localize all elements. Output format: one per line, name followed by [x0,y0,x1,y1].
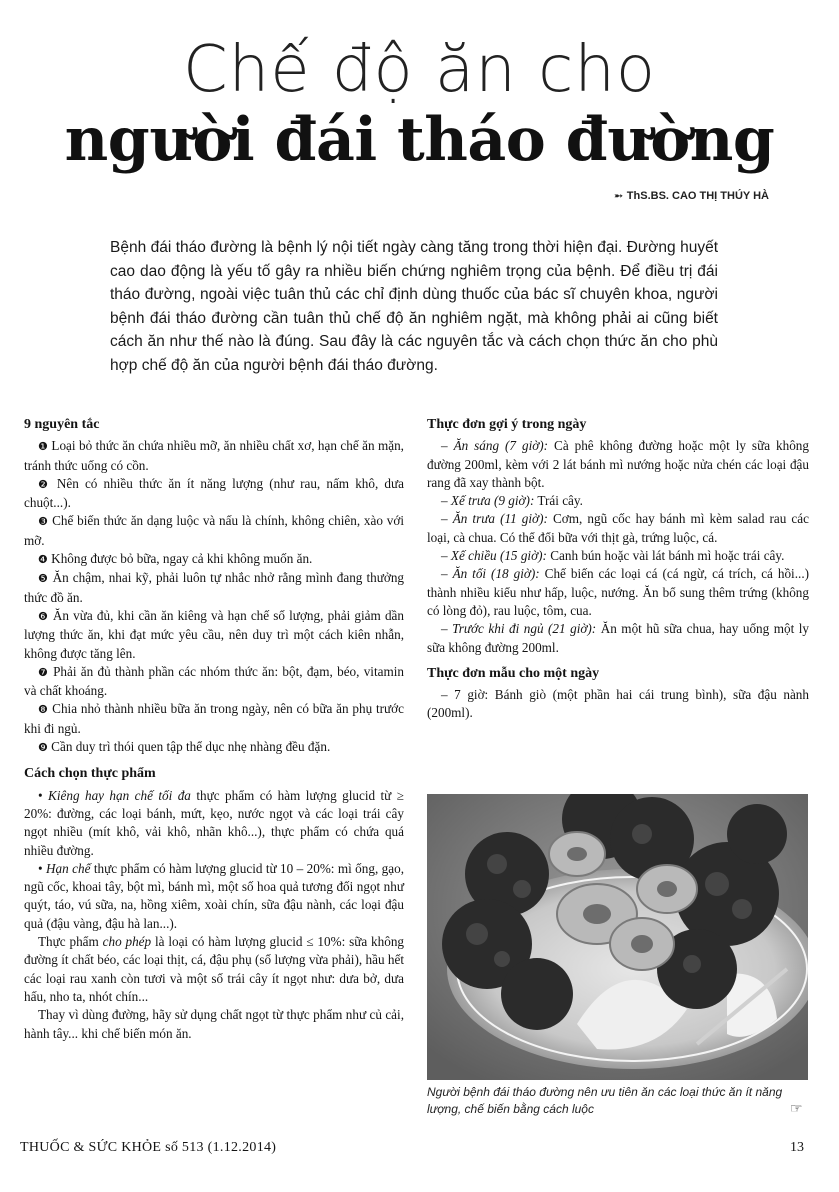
principle-item: ❼ Phải ăn đủ thành phần các nhóm thức ăn: bột, đạm, béo, vitamin và chất khoáng. [24,663,404,699]
principle-item: ❻ Ăn vừa đủ, khi cần ăn kiêng và hạn chế số lượng, phải giảm dần lượng thức ăn, khi đạt mức yêu cầu, nên duy trì một cách kiên nhẫn, không được tăng lên. [24,607,404,661]
number-bullet-icon: ❼ [38,665,49,679]
choosing-paragraph-allowed: Thực phẩm cho phép là loại có hàm lượng glucid ≤ 10%: sữa không đường ít chất béo, các loại thịt, cá, đậu phụ (số lượng vừa phải), hầu hết các loại rau xanh còn tươi và một số trái cây ít ngọt như: dưa bở, dưa hấu, nho ta, nhót chín... [24,934,405,1004]
number-bullet-icon: ❸ [38,515,49,529]
number-bullet-icon: ❶ [38,440,48,454]
arrow-icon: ➵ [614,191,623,202]
intro-paragraph: Bệnh đái tháo đường là bệnh lý nội tiết ngày càng tăng trong thời hiện đại. Đường huyết cao dao động là yếu tố gây ra nhiều biến chứng nghiêm trọng của bệnh. Để điều trị đái tháo đường, ngoài việc tuân thủ các chỉ định dùng thuốc của bác sĩ chuyên khoa, người bệnh đái tháo đường cần tuân thủ chế độ ăn nghiêm ngặt, mà không phải ai cũng biết cách ăn như thế nào là đúng. Sau đây là các nguyên tắc và cách chọn thức ăn cho phù hợp chế độ ăn của người bệnh đái tháo đường. [110,239,718,374]
number-bullet-icon: ❹ [38,553,48,567]
sample-menu-text: – 7 giờ: Bánh giò (một phần hai cái trung bình), sữa đậu nành (200ml). [427,687,809,721]
photo-caption: Người bệnh đái tháo đường nên ưu tiên ăn các loại thức ăn ít năng lượng, chế biến bằng cách luộc [427,1085,783,1116]
menu-item: – Xế chiều (15 giờ): Canh bún hoặc vài lát bánh mì hoặc trái cây. [441,548,785,564]
choosing-paragraph-avoid: • Kiêng hay hạn chế tối đa thực phẩm có hàm lượng glucid từ ≥ 20%: đường, các loại bánh, mứt, kẹo, nước ngọt và các loại trái cây ngọt nhiều (mít khô, vải khô, nhãn khô...), thực phẩm có chứa quá nhiều đường. [24,787,404,858]
principle-item: ❸ Chế biến thức ăn dạng luộc và nấu là chính, không chiên, xào với mỡ. [24,513,404,548]
broccoli-bitter-melon-plate-illustration [427,794,808,1080]
menu-item: – Ăn tối (18 giờ): Chế biến các loại cá (cá ngừ, cá trích, cá hồi...) thành nhiều kiểu như hấp, luộc, nướng. Ăn bổ sung thêm trứng (không có lòng đỏ), rau luộc, tôm, cua. [427,566,810,618]
sample-menu-heading: Thực đơn mẫu cho một ngày [427,665,600,681]
number-bullet-icon: ❺ [38,572,49,586]
principle-item: ❹ Không được bỏ bữa, ngay cả khi không muốn ăn. [38,551,313,567]
left-column [24,416,404,1043]
choosing-paragraph-sweetener: Thay vì dùng đường, hãy sử dụng chất ngọt từ thực phẩm như củ cải, hành tây... khi chế biến món ăn. [24,1007,404,1041]
author-name: ThS.BS. CAO THỊ THÚY HÀ [626,190,769,202]
food-photo [427,794,808,1080]
number-bullet-icon: ❷ [38,477,51,491]
pointing-hand-icon: ☞ [790,1102,803,1117]
principle-item: ❽ Chia nhỏ thành nhiều bữa ăn trong ngày, nên có bữa ăn phụ trước khi đi ngủ. [24,701,404,736]
number-bullet-icon: ❻ [38,609,49,623]
title-line-1: Chế độ ăn cho [182,33,657,107]
choosing-paragraph-limit: • Hạn chế thực phẩm có hàm lượng glucid từ 10 – 20%: mì ống, gạo, ngũ cốc, khoai tây, bột mì, bánh mì, một số hoa quả tương đối ngọt như quýt, táo, vú sữa, na, hồng xiêm, xoài chín, sữa đậu nành, các loại đậu quả (đậu vàng, đậu hà lan...). [24,860,404,931]
principle-item: ❾ Cần duy trì thói quen tập thể dục nhẹ nhàng đều đặn. [38,739,331,755]
footer-publication: THUỐC & SỨC KHỎE số 513 (1.12.2014) [20,1140,277,1155]
number-bullet-icon: ❾ [38,741,48,755]
principle-item: ❺ Ăn chậm, nhai kỹ, phải luôn tự nhắc nhở rằng mình đang thưởng thức đồ ăn. [24,570,405,605]
principle-item: ❶ Loại bỏ thức ăn chứa nhiều mỡ, ăn nhiều chất xơ, hạn chế ăn mặn, tránh thức uống có cồn. [24,438,404,473]
principles-list [24,437,404,757]
menu-heading: Thực đơn gợi ý trong ngày [427,417,587,432]
title-line-2: người đái tháo đường [64,105,775,175]
menu-item: – Xế trưa (9 giờ): Trái cây. [441,493,583,509]
page-number: 13 [790,1140,804,1155]
number-bullet-icon: ❽ [38,703,49,717]
menu-item: – Ăn trưa (11 giờ): Cơm, ngũ cốc hay bánh mì kèm salad rau các loại, cà chua. Có thể đổi bữa với thịt gà, trứng luộc, cá. [427,511,809,545]
author-byline [614,190,769,202]
principles-heading: 9 nguyên tắc [24,417,100,432]
choosing-heading: Cách chọn thực phẩm [24,766,156,782]
menu-item: – Trước khi đi ngủ (21 giờ): Ăn một hũ sữa chua, hay uống một ly sữa không đường 200ml. [427,621,809,655]
principle-item: ❷ Nên có nhiều thức ăn ít năng lượng (như rau, nấm khô, dưa chuột...). [24,475,404,511]
menu-item: – Ăn sáng (7 giờ): Cà phê không đường hoặc một ly sữa không đường 200ml, kèm với 2 lát bánh mì nướng hoặc nửa chén các loại đậu rang đã xay thành bột. [427,438,809,490]
right-column [427,416,809,723]
